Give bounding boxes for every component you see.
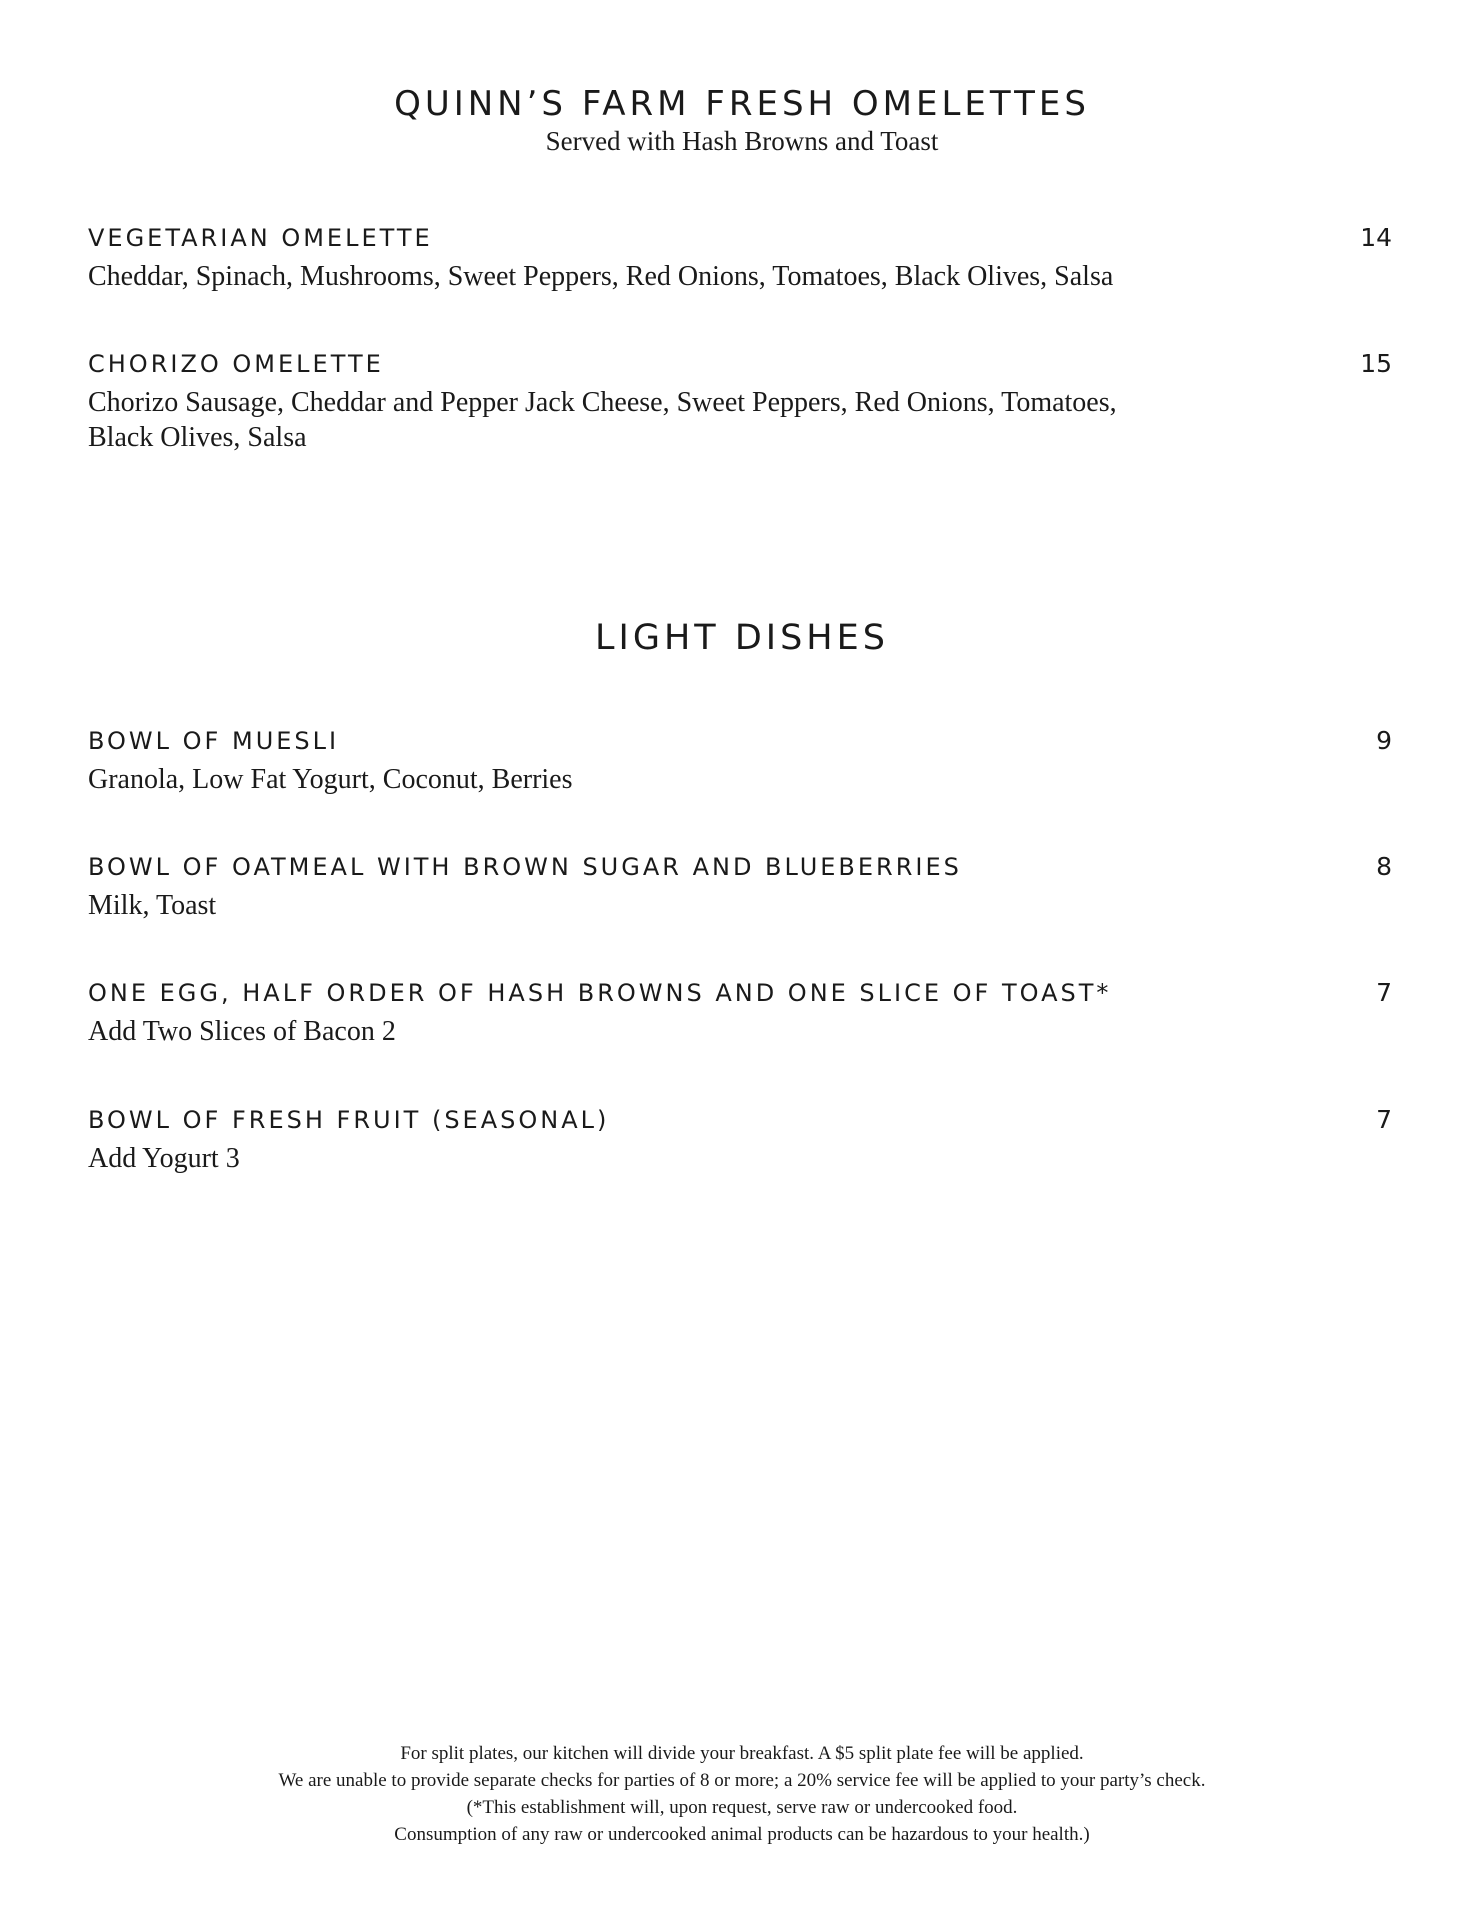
menu-item-vegetarian-omelette (88, 223, 1392, 294)
menu-item-name: ONE EGG, HALF ORDER OF HASH BROWNS AND ONE SLICE OF TOAST* (88, 979, 1112, 1007)
menu-item-price: 9 (1376, 726, 1392, 755)
menu-item-name: VEGETARIAN OMELETTE (88, 224, 433, 252)
menu-item-chorizo-omelette (88, 349, 1392, 455)
menu-item-description: Cheddar, Spinach, Mushrooms, Sweet Peppers, Red Onions, Tomatoes, Black Olives, Salsa (88, 261, 1114, 292)
menu-item-name: BOWL OF OATMEAL WITH BROWN SUGAR AND BLUEBERRIES (88, 853, 962, 881)
menu-item-description: Add Yogurt 3 (88, 1143, 240, 1174)
menu-item-header (88, 223, 1392, 257)
menu-item-price: 8 (1376, 852, 1392, 881)
menu-footer-notes (0, 1740, 1484, 1848)
menu-item-name: CHORIZO OMELETTE (88, 350, 384, 378)
menu-item-one-egg (88, 978, 1392, 1049)
menu-item-description: Milk, Toast (88, 890, 217, 921)
omelettes-section-title: QUINN’S FARM FRESH OMELETTES (394, 84, 1090, 124)
menu-item-name: BOWL OF MUESLI (88, 727, 340, 755)
footer-note-health-warning: Consumption of any raw or undercooked animal products can be hazardous to your health.) (394, 1824, 1090, 1845)
menu-item-price: 7 (1376, 1105, 1392, 1134)
menu-item-bowl-of-muesli (88, 726, 1392, 797)
menu-item-price: 15 (1360, 349, 1392, 378)
menu-item-header (88, 852, 1392, 886)
menu-item-header (88, 978, 1392, 1012)
menu-item-header (88, 1105, 1392, 1139)
menu-item-description: Chorizo Sausage, Cheddar and Pepper Jack Cheese, Sweet Peppers, Red Onions, Tomatoes, Black Olives, Salsa (88, 387, 1117, 453)
footer-note-separate-checks: We are unable to provide separate checks for parties of 8 or more; a 20% service fee will be applied to your party’s check. (278, 1770, 1206, 1791)
menu-item-bowl-of-fresh-fruit (88, 1105, 1392, 1176)
menu-item-description: Add Two Slices of Bacon 2 (88, 1016, 396, 1047)
menu-item-header (88, 726, 1392, 760)
menu-item-price: 14 (1360, 223, 1392, 252)
footer-note-split-plates: For split plates, our kitchen will divide your breakfast. A $5 split plate fee will be applied. (400, 1743, 1084, 1764)
menu-item-header (88, 349, 1392, 383)
menu-item-price: 7 (1376, 978, 1392, 1007)
omelettes-section-subtitle: Served with Hash Browns and Toast (545, 126, 939, 156)
footer-note-raw-food: (*This establishment will, upon request, serve raw or undercooked food. (466, 1797, 1018, 1818)
menu-item-name: BOWL OF FRESH FRUIT (SEASONAL) (88, 1106, 610, 1134)
menu-item-bowl-of-oatmeal (88, 852, 1392, 923)
light-dishes-section-title: LIGHT DISHES (595, 618, 889, 658)
menu-item-description: Granola, Low Fat Yogurt, Coconut, Berries (88, 764, 573, 795)
